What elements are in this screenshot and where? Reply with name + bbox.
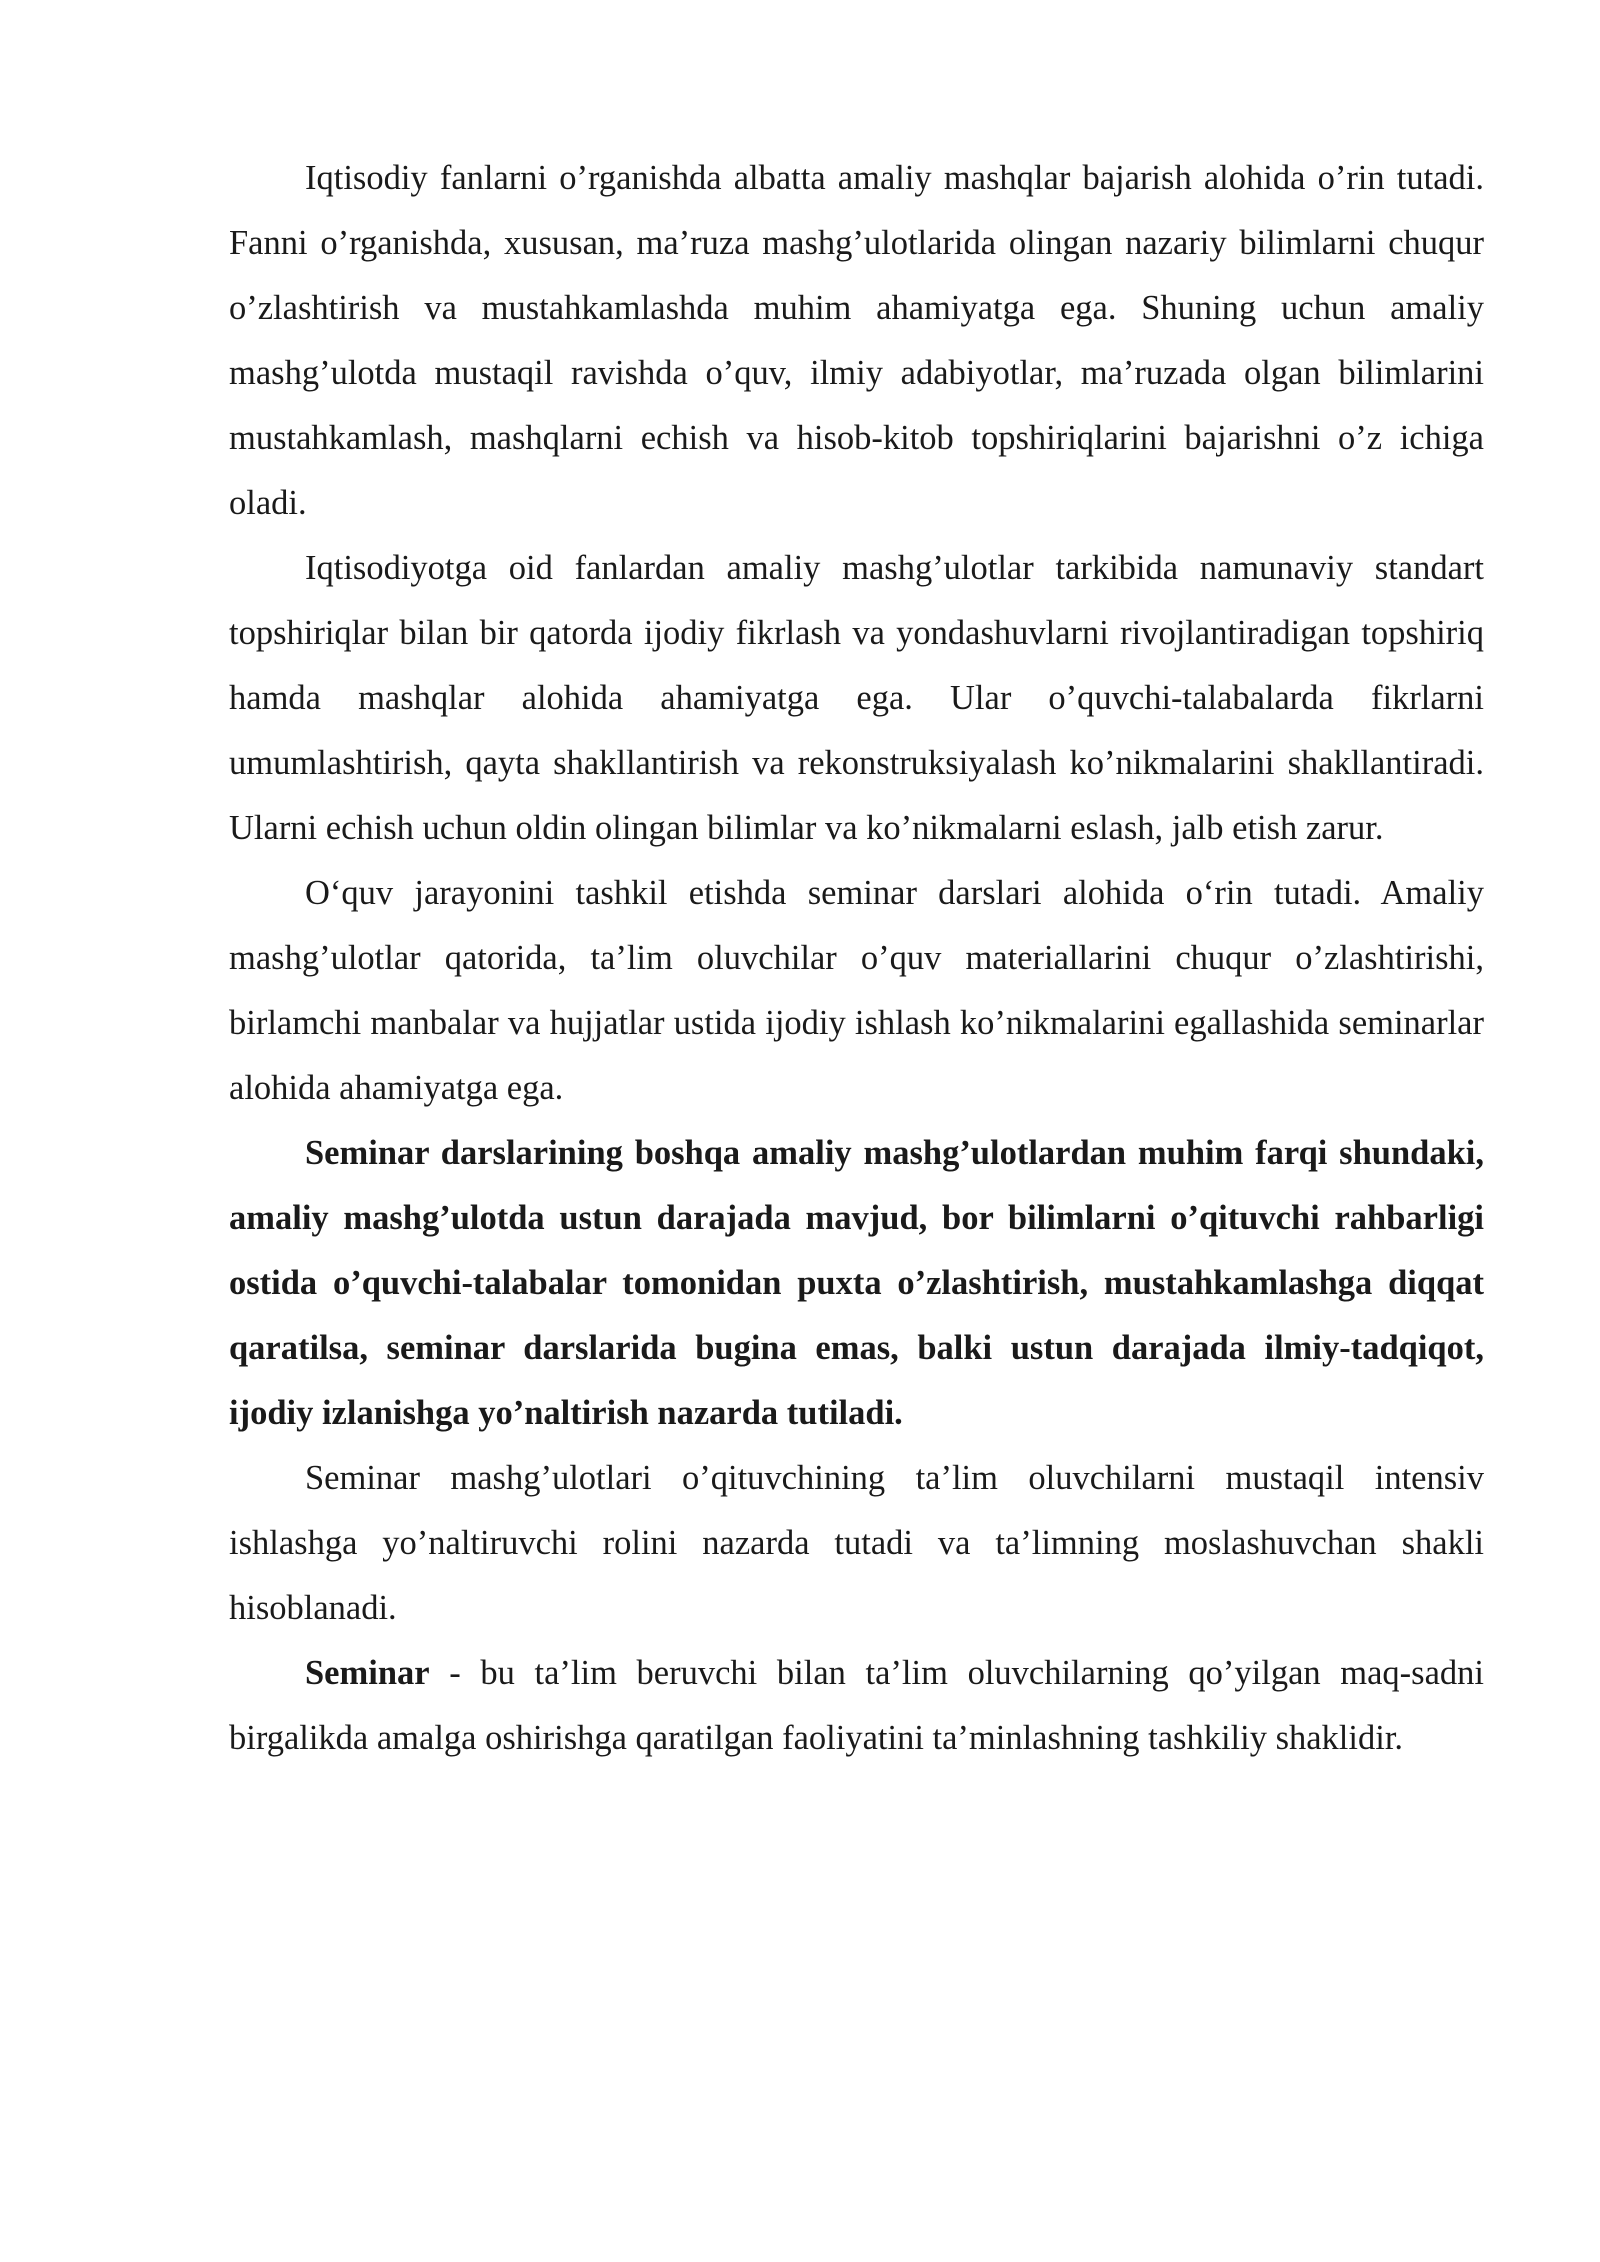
paragraph-practical-exercises: Iqtisodiy fanlarni o’rganishda albatta amaliy mashqlar bajarish alohida o’rin tutadi. Fanni o’rganishda, xususan, ma’ruza mashg’ulotlarida olingan nazariy bilimlarni chuqur o’zlashtirish va mustahkamlashda muhim ahamiyatga ega. Shuning uchun amaliy mashg’ulotda mustaqil ravishda o’quv, ilmiy adabiyotlar, ma’ruzada olgan bilimlarini mustahkamlash, mashqlarni echish va hisob-kitob topshiriqlarini bajarishni o’z ichiga oladi. — [229, 159, 1484, 522]
paragraph-creative-tasks: Iqtisodiyotga oid fanlardan amaliy mashg’ulotlar tarkibida namunaviy standart topshiriqlar bilan bir qatorda ijodiy fikrlash va yondashuvlarni rivojlantiradigan topshiriq hamda mashqlar alohida ahamiyatga ega. Ular o’quvchi-talabalarda fikrlarni umumlashtirish, qayta shakllantirish va rekonstruksiyalash ko’nikmalarini shakllantiradi. Ularni echish uchun oldin olingan bilimlar va ko’nikmalarni eslash, jalb etish zarur. — [229, 549, 1484, 847]
paragraph-seminar-difference: Seminar darslarining boshqa amaliy mashg’ulotlardan muhim farqi shundaki, amaliy mashg’ulotda ustun darajada mavjud, bor bilimlarni o’qituvchi rahbarligi ostida o’quvchi-talabalar tomonidan puxta o’zlashtirish, mustahkamlashga diqqat qaratilsa, seminar darslarida bugina emas, balki ustun darajada ilmiy-tadqiqot, ijodiy izlanishga yo’naltirish nazarda tutiladi. — [229, 1134, 1484, 1432]
paragraph-seminar-importance: O‘quv jarayonini tashkil etishda seminar darslari alohida o‘rin tutadi. Amaliy mashg’ulotlar qatorida, ta’lim oluvchilar o’quv materiallarini chuqur o’zlashtirishi, birlamchi manbalar va hujjatlar ustida ijodiy ishlash ko’nikmalarini egallashida seminarlar alohida ahamiyatga ega. — [229, 874, 1484, 1107]
document-body — [229, 146, 1484, 1771]
definition-text: - bu ta’lim beruvchi bilan ta’lim oluvchilarning qo’yilgan maq-sadni birgalikda amalga oshirishga qaratilgan faoliyatini ta’minlashning tashkiliy shaklidir. — [229, 1654, 1484, 1757]
paragraph-seminar-role: Seminar mashg’ulotlari o’qituvchining ta’lim oluvchilarni mustaqil intensiv ishlashga yo’naltiruvchi rolini nazarda tutadi va ta’limning moslashuvchan shakli hisoblanadi. — [229, 1459, 1484, 1627]
definition-term: Seminar — [305, 1654, 430, 1692]
paragraph-seminar-definition — [229, 1641, 1484, 1771]
